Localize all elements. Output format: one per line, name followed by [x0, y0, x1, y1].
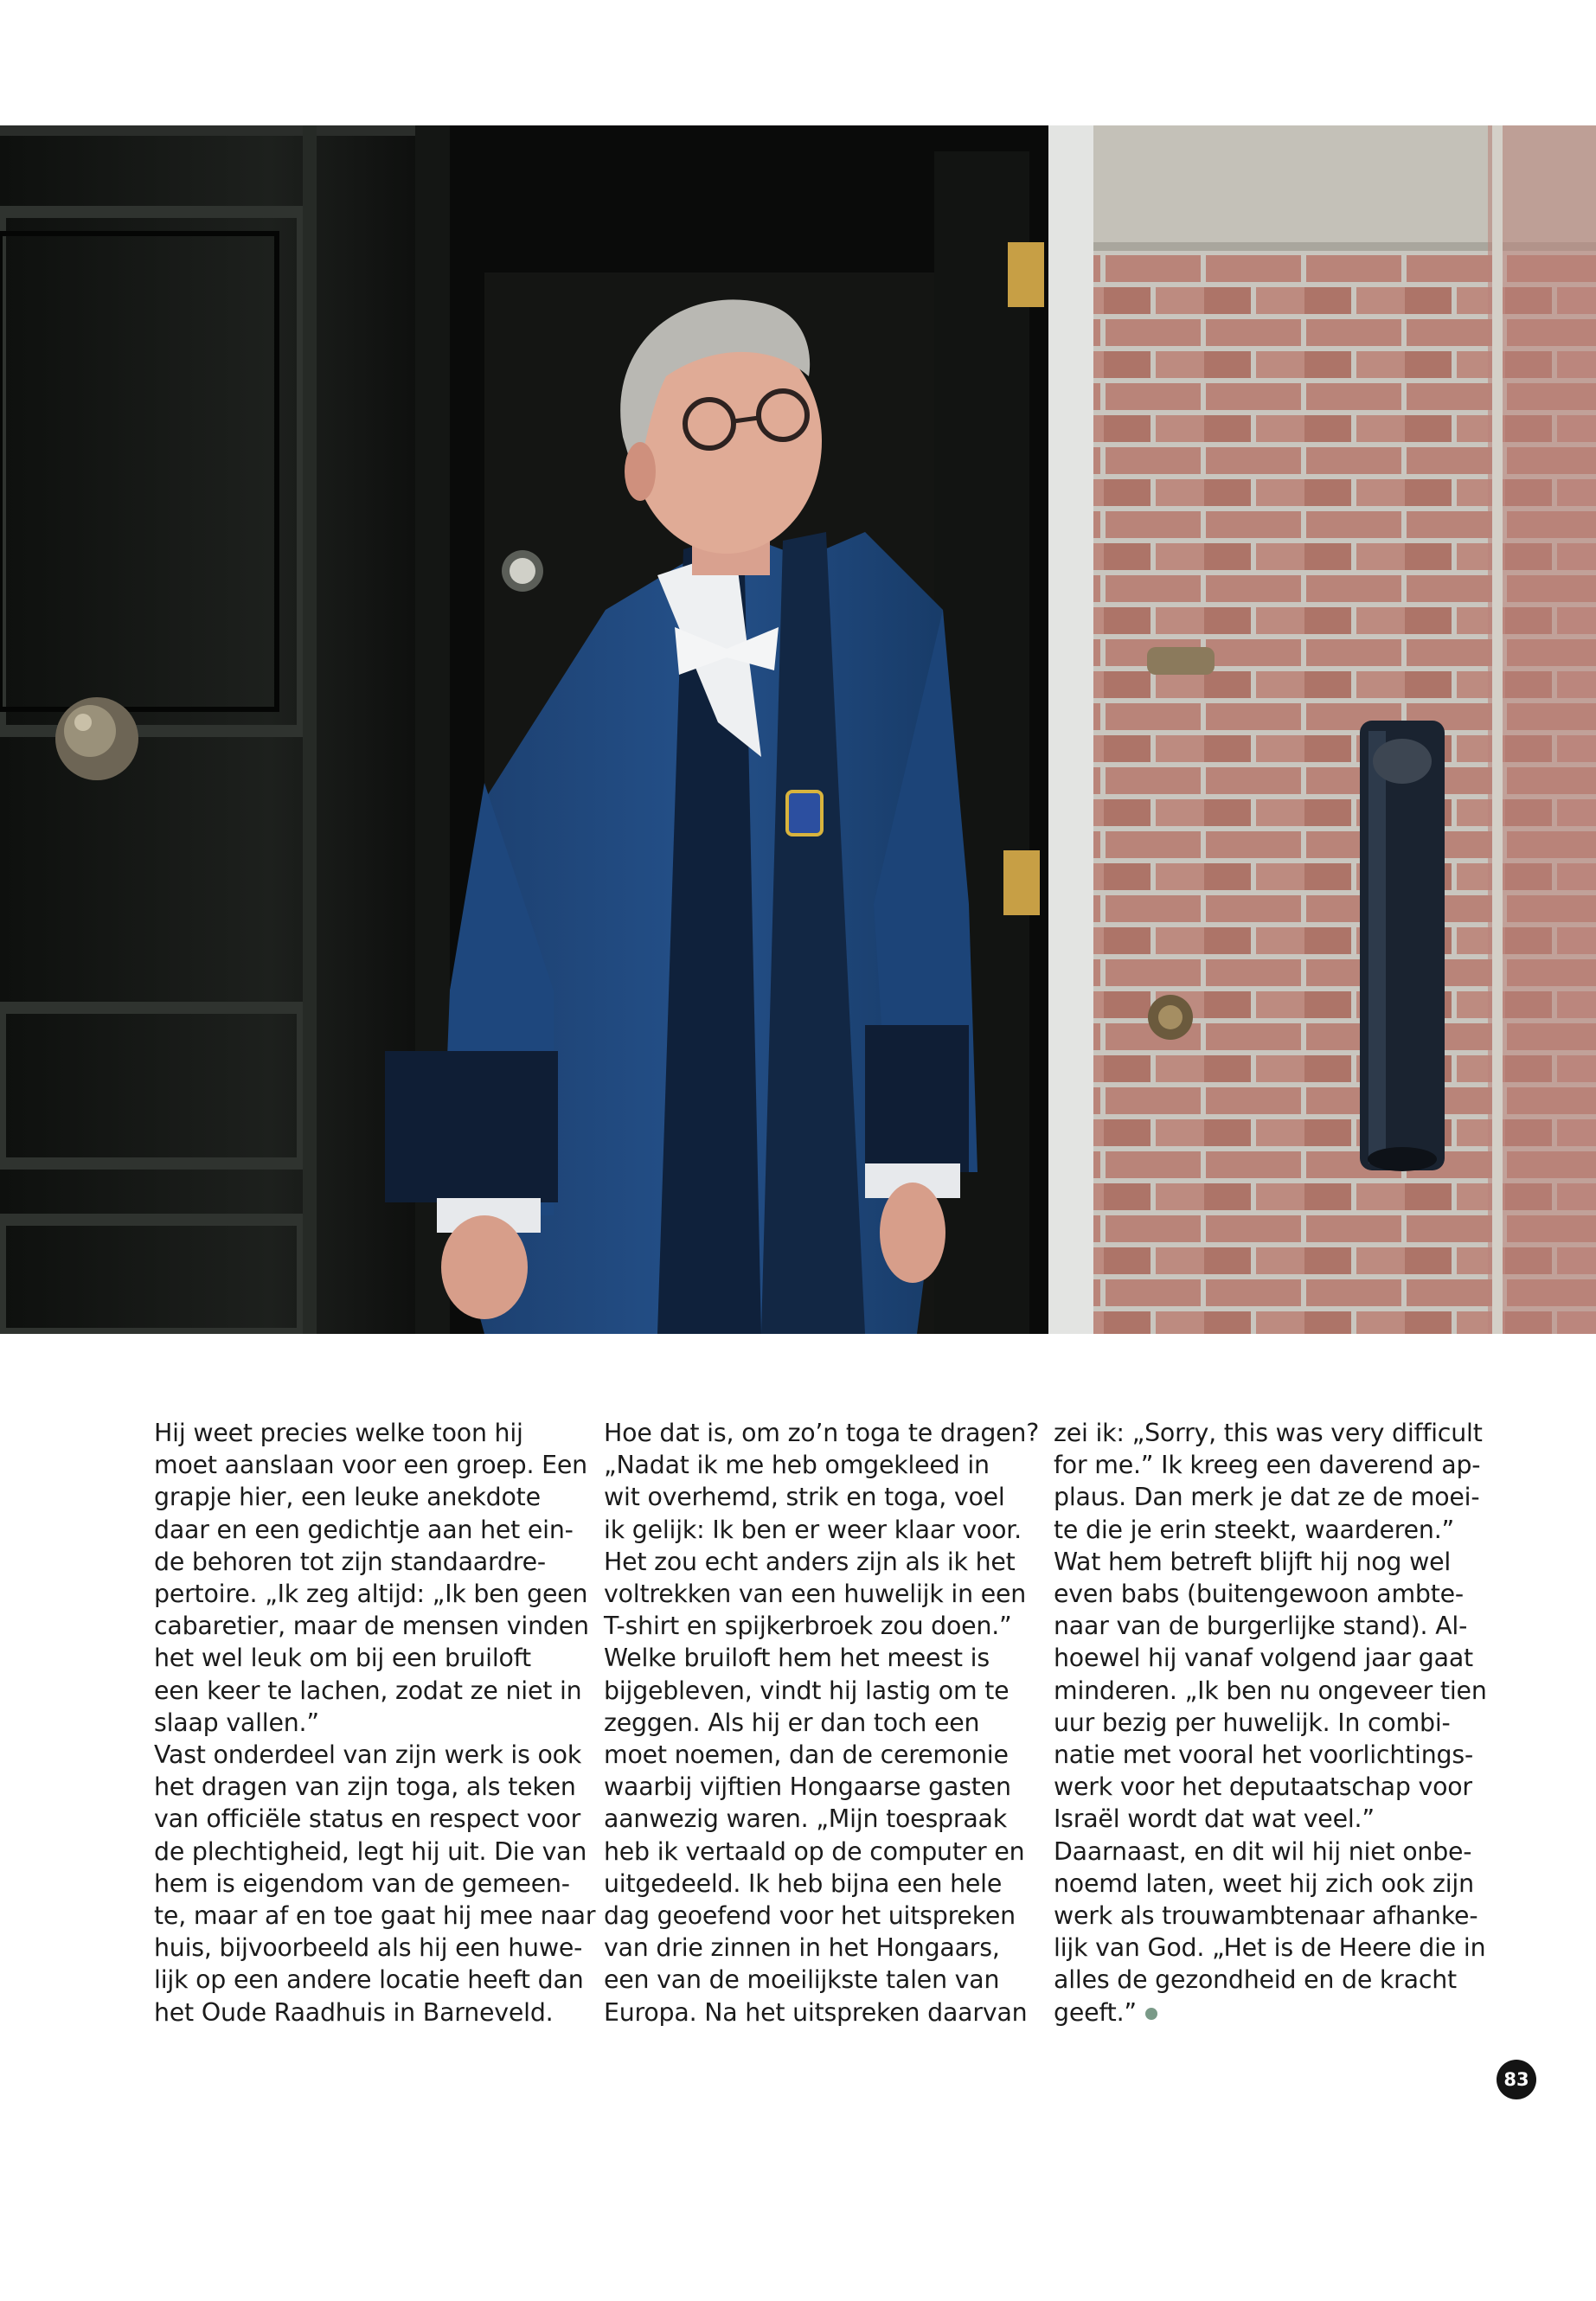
text-line: een van de moeilijkste talen van — [604, 1965, 1000, 1995]
end-mark-icon — [1145, 2008, 1157, 2020]
text-line: ik gelijk: Ik ben er weer klaar voor. — [604, 1515, 1022, 1544]
text-line: heb ik vertaald op de computer en — [604, 1836, 1025, 1866]
text-line: daar en een gedichtje aan het ein- — [154, 1515, 574, 1544]
text-line: hoewel hij vanaf volgend jaar gaat — [1054, 1644, 1473, 1673]
text-line: minderen. „Ik ben nu ongeveer tien — [1054, 1676, 1487, 1705]
text-line: huis, bijvoorbeeld als hij een huwe- — [154, 1933, 583, 1963]
last-line — [1054, 1997, 1469, 2029]
text-line: dag geoefend voor het uitspreken — [604, 1901, 1016, 1931]
text-line: werk als trouwambtenaar afhanke- — [1054, 1901, 1478, 1931]
text-line: uitgedeeld. Ik heb bijna een hele — [604, 1868, 1003, 1898]
text-line: Hij weet precies welke toon hij — [154, 1419, 523, 1447]
text-line: hem is eigendom van de gemeen- — [154, 1868, 570, 1898]
text-line: het Oude Raadhuis in Barneveld. — [154, 1997, 554, 2027]
text-line: for me.” Ik kreeg een daverend ap- — [1054, 1451, 1481, 1480]
text-line: Vast onderdeel van zijn werk is ook — [154, 1740, 582, 1770]
text-line: het dragen van zijn toga, als teken — [154, 1772, 576, 1802]
text-line: plaus. Dan merk je dat ze de moei- — [1054, 1483, 1480, 1512]
text-line: zei ik: „Sorry, this was very difficult — [1054, 1419, 1483, 1447]
text-line: alles de gezondheid en de kracht — [1054, 1965, 1457, 1995]
article-photo — [0, 125, 1596, 1334]
text-line: slaap vallen.” — [154, 1708, 319, 1737]
text-line: zeggen. Als hij er dan toch een — [604, 1708, 980, 1737]
hinge — [1008, 242, 1044, 307]
text-line: Israël wordt dat wat veel.” — [1054, 1804, 1375, 1834]
text-line: Hoe dat is, om zo’n toga te dragen? — [604, 1419, 1040, 1447]
text-line: „Nadat ik me heb omgekleed in — [604, 1451, 990, 1480]
text-line: voltrekken van een huwelijk in een — [604, 1580, 1027, 1609]
text-line: wit overhemd, strik en toga, voel — [604, 1483, 1005, 1512]
text-line: waarbij vijftien Hongaarse gasten — [604, 1772, 1011, 1802]
letter-plate — [1147, 647, 1215, 675]
text-line: werk voor het deputaatschap voor — [1054, 1772, 1472, 1802]
hinge — [1003, 850, 1040, 915]
text-line: grapje hier, een leuke anekdote — [154, 1483, 541, 1512]
text-line: cabaretier, maar de mensen vinden — [154, 1612, 589, 1641]
text-line: van drie zinnen in het Hongaars, — [604, 1933, 1000, 1963]
page-number: 83 — [1497, 2060, 1536, 2099]
door-knob — [55, 697, 138, 780]
text-line: te die je erin steekt, waarderen.” — [1054, 1515, 1455, 1544]
text-line: Europa. Na het uitspreken daarvan — [604, 1997, 1028, 2027]
text-line: pertoire. „Ik zeg altijd: „Ik ben geen — [154, 1580, 588, 1609]
text-line: noemd laten, weet hij zich ook zijn — [1054, 1868, 1474, 1898]
text-line: natie met vooral het voorlichtings- — [1054, 1740, 1473, 1770]
cylinder-mailbox — [1360, 721, 1445, 1171]
text-line: geeft.” — [1054, 1997, 1137, 2027]
text-column-1 — [154, 1417, 596, 2029]
text-column-2 — [604, 1417, 1040, 2029]
text-line: de behoren tot zijn standaardre- — [154, 1547, 546, 1576]
text-line: lijk van God. „Het is de Heere die in — [1054, 1933, 1486, 1963]
text-line: bijgebleven, vindt hij lastig om te — [604, 1676, 1010, 1705]
text-line: Welke bruiloft hem het meest is — [604, 1644, 990, 1673]
article-body — [154, 1417, 1487, 2029]
doorbell — [1148, 995, 1193, 1040]
text-line: het wel leuk om bij een bruiloft — [154, 1644, 531, 1673]
text-line: Het zou echt anders zijn als ik het — [604, 1547, 1016, 1576]
text-line: Wat hem betreft blijft hij nog wel — [1054, 1547, 1452, 1576]
text-line: uur bezig per huwelijk. In combi- — [1054, 1708, 1451, 1737]
door-frame — [1048, 125, 1093, 1334]
text-line: een keer te lachen, zodat ze niet in — [154, 1676, 582, 1705]
text-line: lijk op een andere locatie heeft dan — [154, 1965, 584, 1995]
text-line: even babs (buitengewoon ambte- — [1054, 1580, 1464, 1609]
text-line: aanwezig waren. „Mijn toespraak — [604, 1804, 1007, 1834]
text-line: moet aanslaan voor een groep. Een — [154, 1451, 587, 1480]
text-line: T-shirt en spijkerbroek zou doen.” — [604, 1612, 1012, 1641]
text-line: de plechtigheid, legt hij uit. Die van — [154, 1836, 587, 1866]
text-line: van officiële status en respect voor — [154, 1804, 581, 1834]
text-line: te, maar af en toe gaat hij mee naar — [154, 1901, 596, 1931]
text-line: Daarnaast, en dit wil hij niet onbe- — [1054, 1836, 1472, 1866]
text-line: naar van de burgerlijke stand). Al- — [1054, 1612, 1468, 1641]
text-line: moet noemen, dan de ceremonie — [604, 1740, 1009, 1770]
text-column-3 — [1054, 1417, 1487, 2029]
